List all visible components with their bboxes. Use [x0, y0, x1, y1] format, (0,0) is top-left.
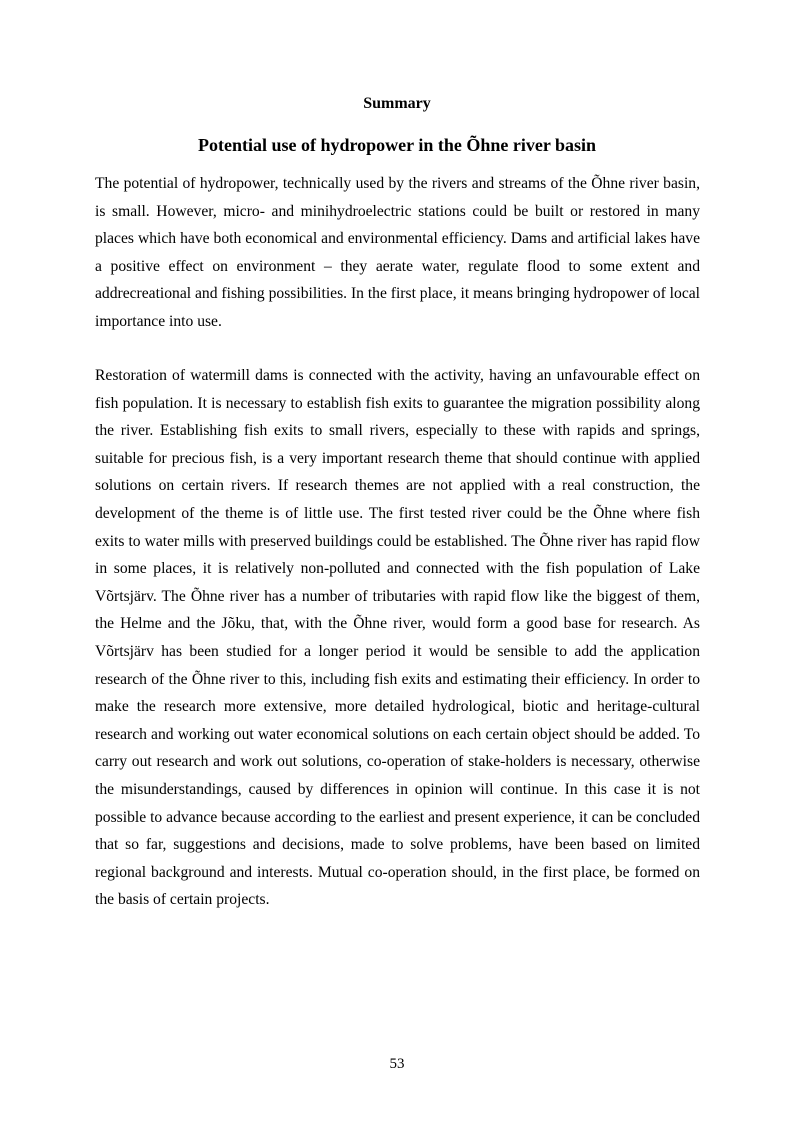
document-title: Potential use of hydropower in the Õhne river basin — [197, 135, 597, 155]
paragraph-1: The potential of hydropower, technically used by the rivers and streams of the Õhne river basin, is small. However, micro- and minihydroelectric stations could be built or restored in many places which have both economical and environmental efficiency. Dams and artificial lakes have a positive effect on environment – they aerate water, regulate flood to some extent and addrecreational and fishing possibilities. In the first place, it means bringing hydropower of local importance into use. — [95, 175, 700, 330]
paragraph-2: Restoration of watermill dams is connected with the activity, having an unfavourable effect on fish population. It is necessary to establish fish exits to guarantee the migration possibility along the river. Establishing fish exits to small rivers, especially to these with rapids and springs, suitable for precious fish, is a very important research theme that should continue with applied solutions on certain rivers. If research themes are not applied with a real construction, the development of the theme is of little use. The first tested river could be the Õhne where fish exits to water mills with preserved buildings could be established. The Õhne river has rapid flow in some places, it is relatively non-polluted and connected with the fish population of Lake Võrtsjärv. The Õhne river has a number of tributaries with rapid flow like the biggest of them, the Helme and the Jõku, that, with the Õhne river, would form a good base for research. As Võrtsjärv has been studied for a longer period it would be sensible to add the application research of the Õhne river to this, including fish exits and estimating their efficiency. In order to make the research more extensive, more detailed hydrological, biotic and heritage-cultural research and working out water economical solutions on each certain object should be added. To carry out research and work out solutions, co-operation of stake-holders is necessary, otherwise the misunderstandings, caused by differences in opinion will continue. In this case it is not possible to advance because according to the earliest and present experience, it can be concluded that so far, suggestions and decisions, made to solve problems, have been based on limited regional background and interests. Mutual co-operation should, in the first place, be formed on the basis of certain projects. — [95, 367, 700, 909]
section-heading: Summary — [363, 95, 431, 112]
page-number: 53 — [389, 1056, 405, 1072]
